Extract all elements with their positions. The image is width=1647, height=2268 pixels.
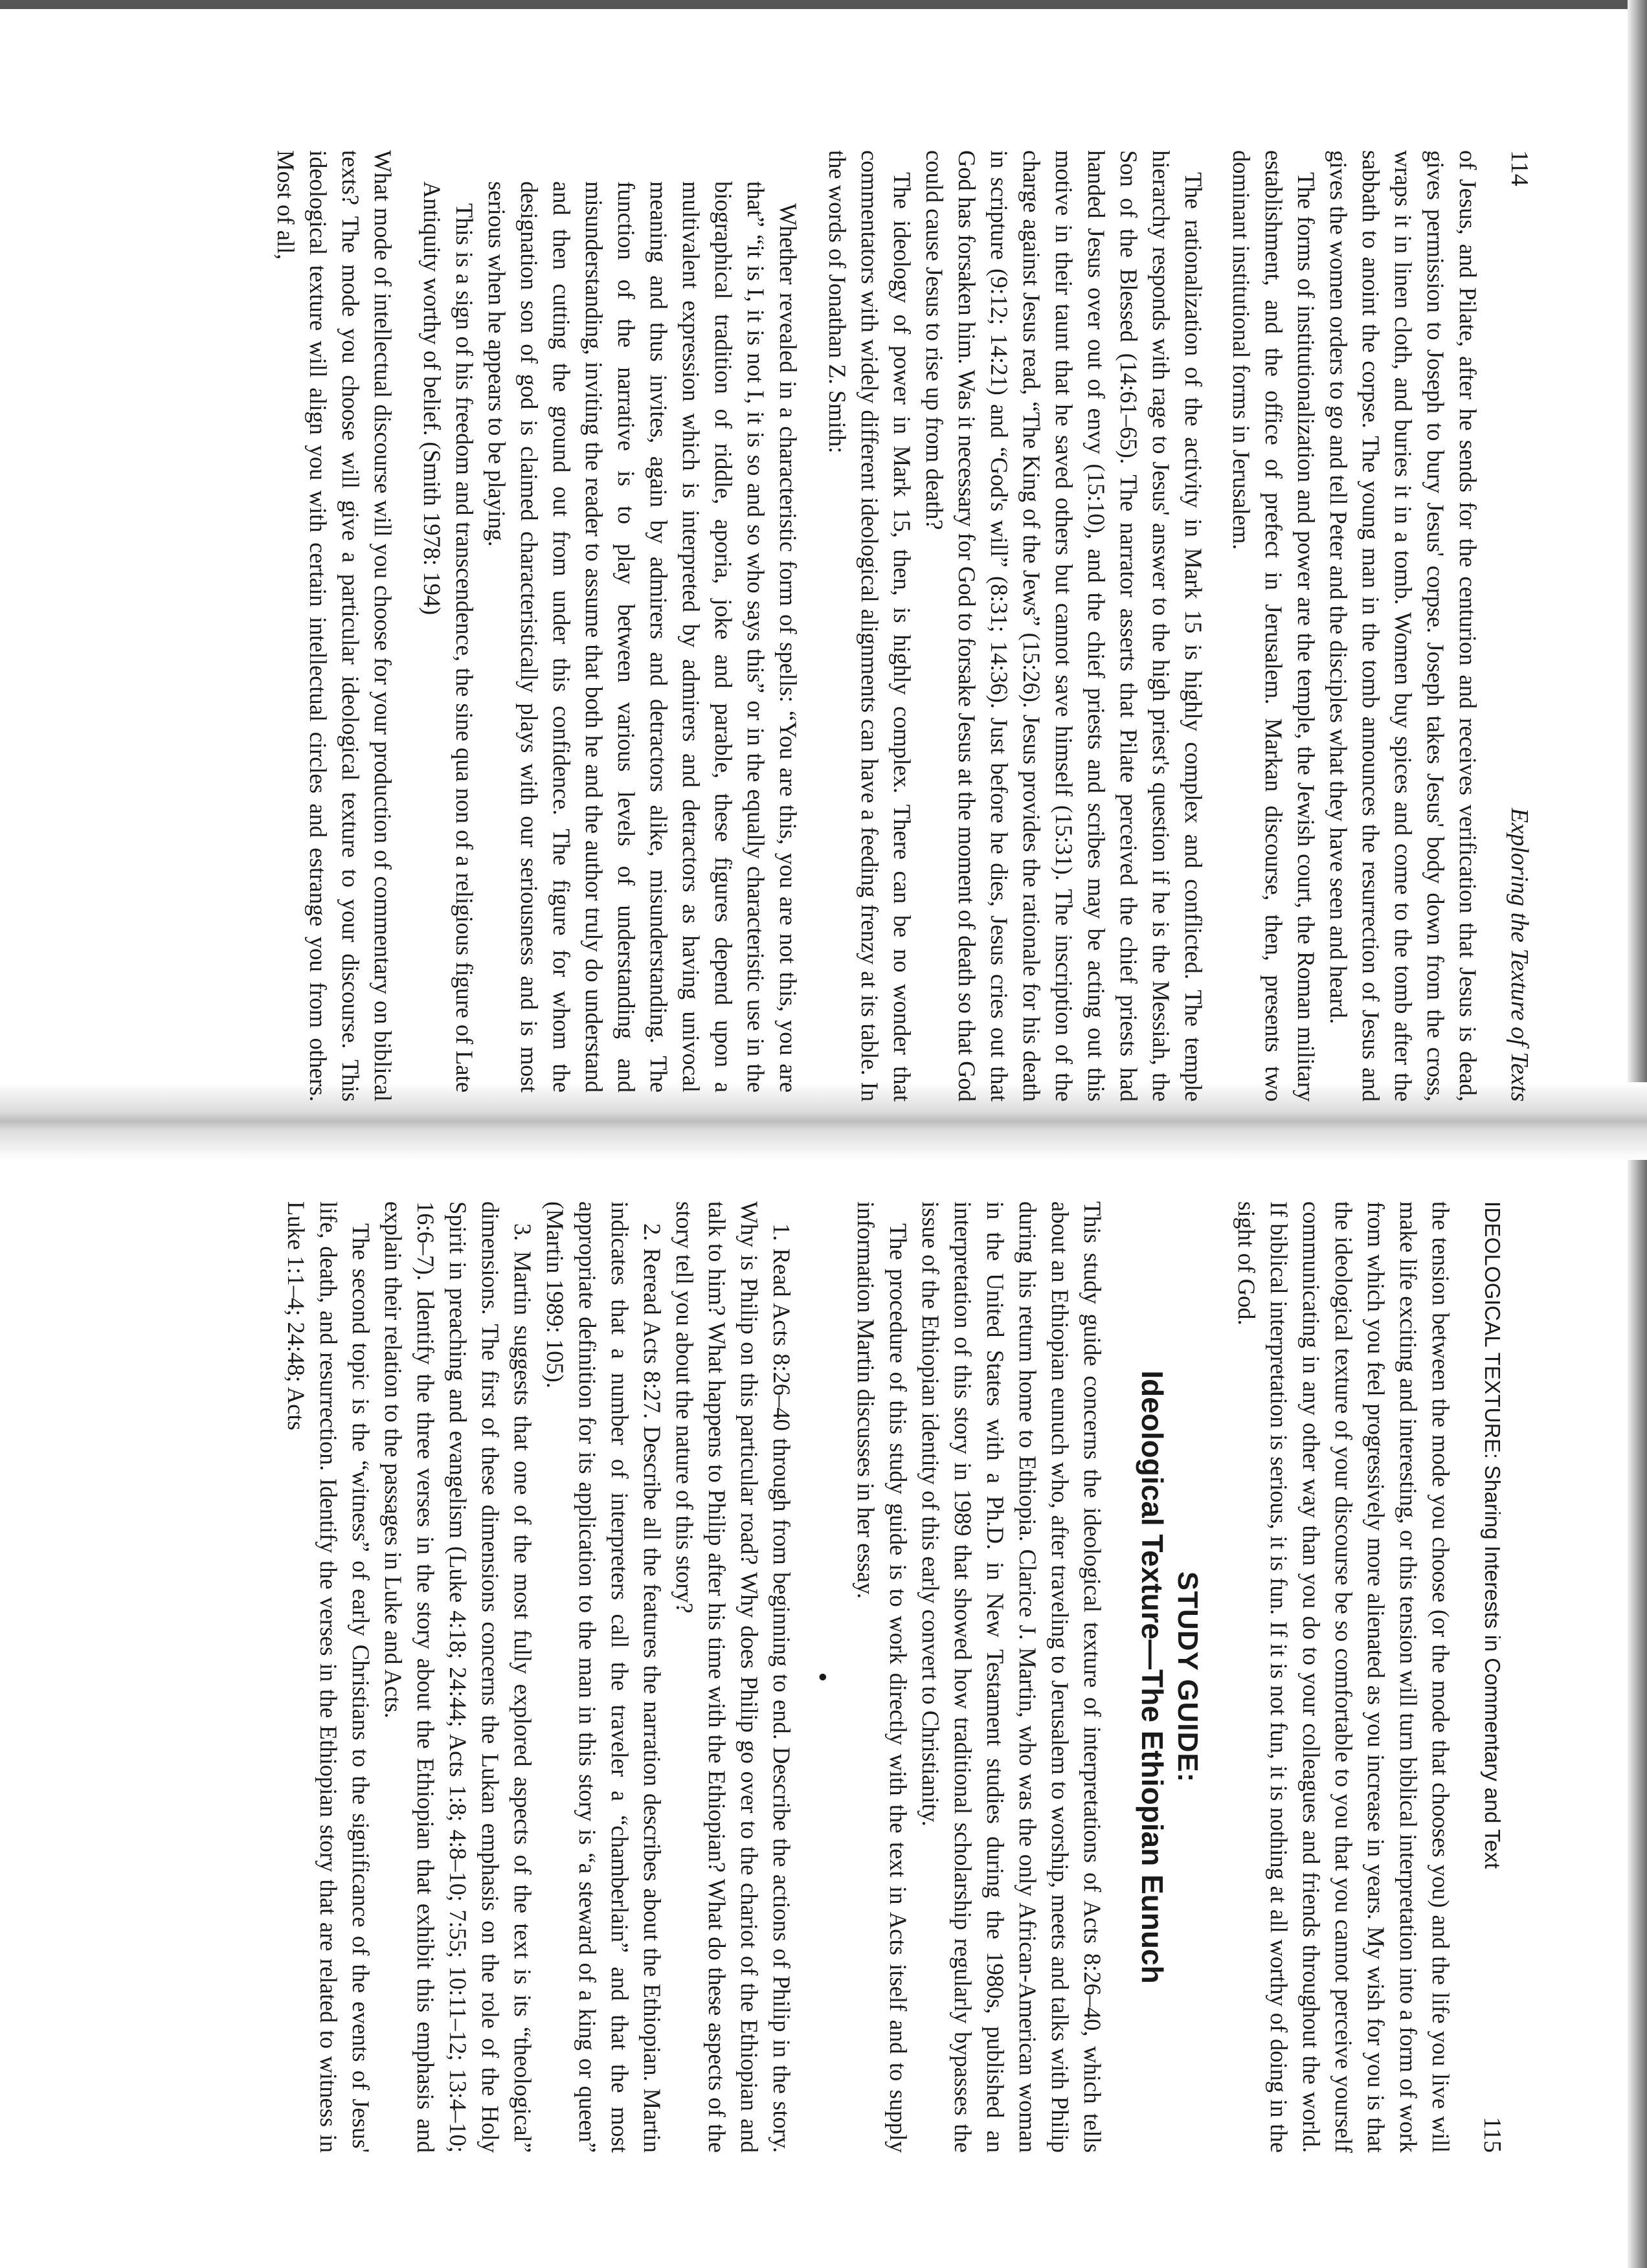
paragraph: of Jesus, and Pilate, after he sends for the centurion and receives verification that Jesus is dead, gives permission to Joseph to bury Jesus' corpse. Joseph takes Jesus' body down from the cross, wraps it in linen cloth, and buries it in a tomb. Women buy spices and come to the tomb after the sabbath to anoint the corpse. The young man in the tomb announces the resurrection of Jesus and gives the women orders to go and tell Peter and the disciples what they have seen and heard. <box>1325 150 1481 1102</box>
running-head-title-115: IDEOLOGICAL TEXTURE: Sharing Interests in Commentary and Text <box>1481 1201 1505 1869</box>
page-114 <box>27 150 1536 1102</box>
study-item: 1. Read Acts 8:26–40 through from beginning to end. Describe the actions of Philip in the story. Why is Philip on this particular road? Why does Philip go over to the chariot of the Ethiopian and talk to him? What happens to Philip after his time with the Ethiopian? What do these aspects of the story tell you about the nature of this story? <box>671 1201 795 2153</box>
page-115 <box>0 1201 1508 2153</box>
study-item: 2. Reread Acts 8:27. Describe all the features the narration describes about the Ethiopian. Martin indicates that a number of interpreters call the traveler a “chamberlain” and that the most appropriate definition for its application to the man in this story is “a steward of a king or queen” (Martin 1989: 105). <box>542 1201 666 2153</box>
page-number-114: 114 <box>1506 150 1533 186</box>
study-guide-kicker: STUDY GUIDE: <box>1172 1571 1204 1783</box>
page-number-115: 115 <box>1479 2117 1506 2153</box>
paragraph: The procedure of this study guide is to work directly with the text in Acts itself and to supply information Martin discusses in her essay. <box>853 1201 912 2153</box>
section-bullet: • <box>807 1672 838 1682</box>
quote-paragraph: This is a sign of his freedom and transcendence, the sine qua non of a religious figure of Late Antiquity worthy of belief. (Smith 1978: 194) <box>419 181 478 1093</box>
scanner-edge-top <box>0 0 1647 9</box>
paragraph: the tension between the mode you choose (or the mode that chooses you) and the life you live will make life exciting and interesting, or this tension will turn biblical interpretation into a form of work from which you feel progressively more alienated as you increase in years. My wish for you is that the ideological texture of your discourse be so comfortable to you that you cannot perceive yourself communicating in any other way than you do to your colleagues and friends throughout the world. If biblical interpretation is serious, it is fun. If it is not fun, it is nothing at all worthy of doing in the sight of God. <box>1233 1201 1454 2153</box>
block-quote <box>416 150 804 1102</box>
study-guide-title: Ideological Texture—The Ethiopian Eunuch <box>1136 1370 1169 1984</box>
study-guide-heading <box>1134 1201 1204 2153</box>
running-head-115 <box>1457 1201 1508 2153</box>
paragraph: The rationalization of the activity in Mark 15 is highly complex and conflicted. The temple hierarchy responds with rage to Jesus' answer to the high priest's question if he is the Messiah, the Son of the Blessed (14:61–65). The narrator asserts that Pilate perceived the chief priests had handed Jesus over out of envy (15:10), and the chief priests and scribes may be acting out this motive in their taunt that he saved others but cannot save himself (15:31). The inscription of the charge against Jesus read, “The King of the Jews” (15:26). Jesus provides the rationale for his death in scripture (9:12; 14:21) and “God's will” (8:31; 14:36). Just before he dies, Jesus cries out that God has forsaken him. Was it necessary for God to forsake Jesus at the moment of death so that God could cause Jesus to rise up from death? <box>921 150 1207 1102</box>
paragraph: The ideology of power in Mark 15, then, is highly complex. There can be no wonder that commentators with widely different ideological alignments can have a feeding frenzy at its table. In the words of Jonathan Z. Smith: <box>824 150 915 1102</box>
quote-paragraph: Whether revealed in a characteristic form of spells: “You are this, you are not this, you are that” “it is I, it is not I, it is so and so who says this” or in the equally characteristic use in the biographical tradition of riddle, aporia, joke and parable, these figures depend upon a multivalent expression which is interpreted by admirers and detractors as having univocal meaning and thus invites, again by admirers and detractors alike, misunderstanding. The function of the narrative is to play between various levels of understanding and misunderstanding, inviting the reader to assume that both he and the author truly do understand and then cutting the ground out from under this confidence. The figure for whom the designation son of god is claimed characteristically plays with our seriousness and is most serious when he appears to be playing. <box>484 181 801 1093</box>
study-item: 3. Martin suggests that one of the most fully explored aspects of the text is its “theological” dimensions. The first of these dimensions concerns the Lukan emphasis on the role of the Holy Spirit in preaching and evangelism (Luke 4:18; 24:44; Acts 1:8; 4:8–10; 7:55; 10:11–12; 13:4–10; 16:6–7). Identify the three verses in the story about the Ethiopian that exhibit this emphasis and explain their relation to the passages in Luke and Acts. <box>380 1201 536 2153</box>
paragraph: This study guide concerns the ideological texture of interpretations of Acts 8:26–40, which tells about an Ethiopian eunuch who, after traveling to Jerusalem to worship, meets and talks with Philip during his return home to Ethiopia. Clarice J. Martin, who was the only African-American woman in the United States with a Ph.D. in New Testament studies during the 1980s, published an interpretation of this story in 1989 that showed how traditional scholarship regularly bypasses the issue of the Ethiopian identity of this early convert to Christianity. <box>917 1201 1106 2153</box>
study-item: The second topic is the “witness” of early Christians to the significance of the events of Jesus' life, death, and resurrection. Identify the verses in the Ethiopian story that are related to witness in Luke 1:1–4; 24:48; Acts <box>283 1201 374 2153</box>
paragraph: What mode of intellectual discourse will you choose for your production of commentary on biblical texts? The mode you choose will give a particular ideological texture to your discourse. This ideological texture will align you with certain intellectual circles and estrange you from others. Most of all, <box>273 150 396 1102</box>
paragraph-space <box>1209 150 1225 1102</box>
page-115-body <box>280 1201 1457 2153</box>
running-head-114 <box>1484 150 1536 1102</box>
paragraph: The forms of institutionalization and power are the temple, the Jewish court, the Roman military establishment, and the office of prefect in Jerusalem. Markan discourse, then, presents two dominant institutional forms in Jerusalem. <box>1228 150 1319 1102</box>
page-114-body <box>269 150 1484 1102</box>
running-head-title-114: Exploring the Texture of Texts <box>1506 808 1533 1102</box>
